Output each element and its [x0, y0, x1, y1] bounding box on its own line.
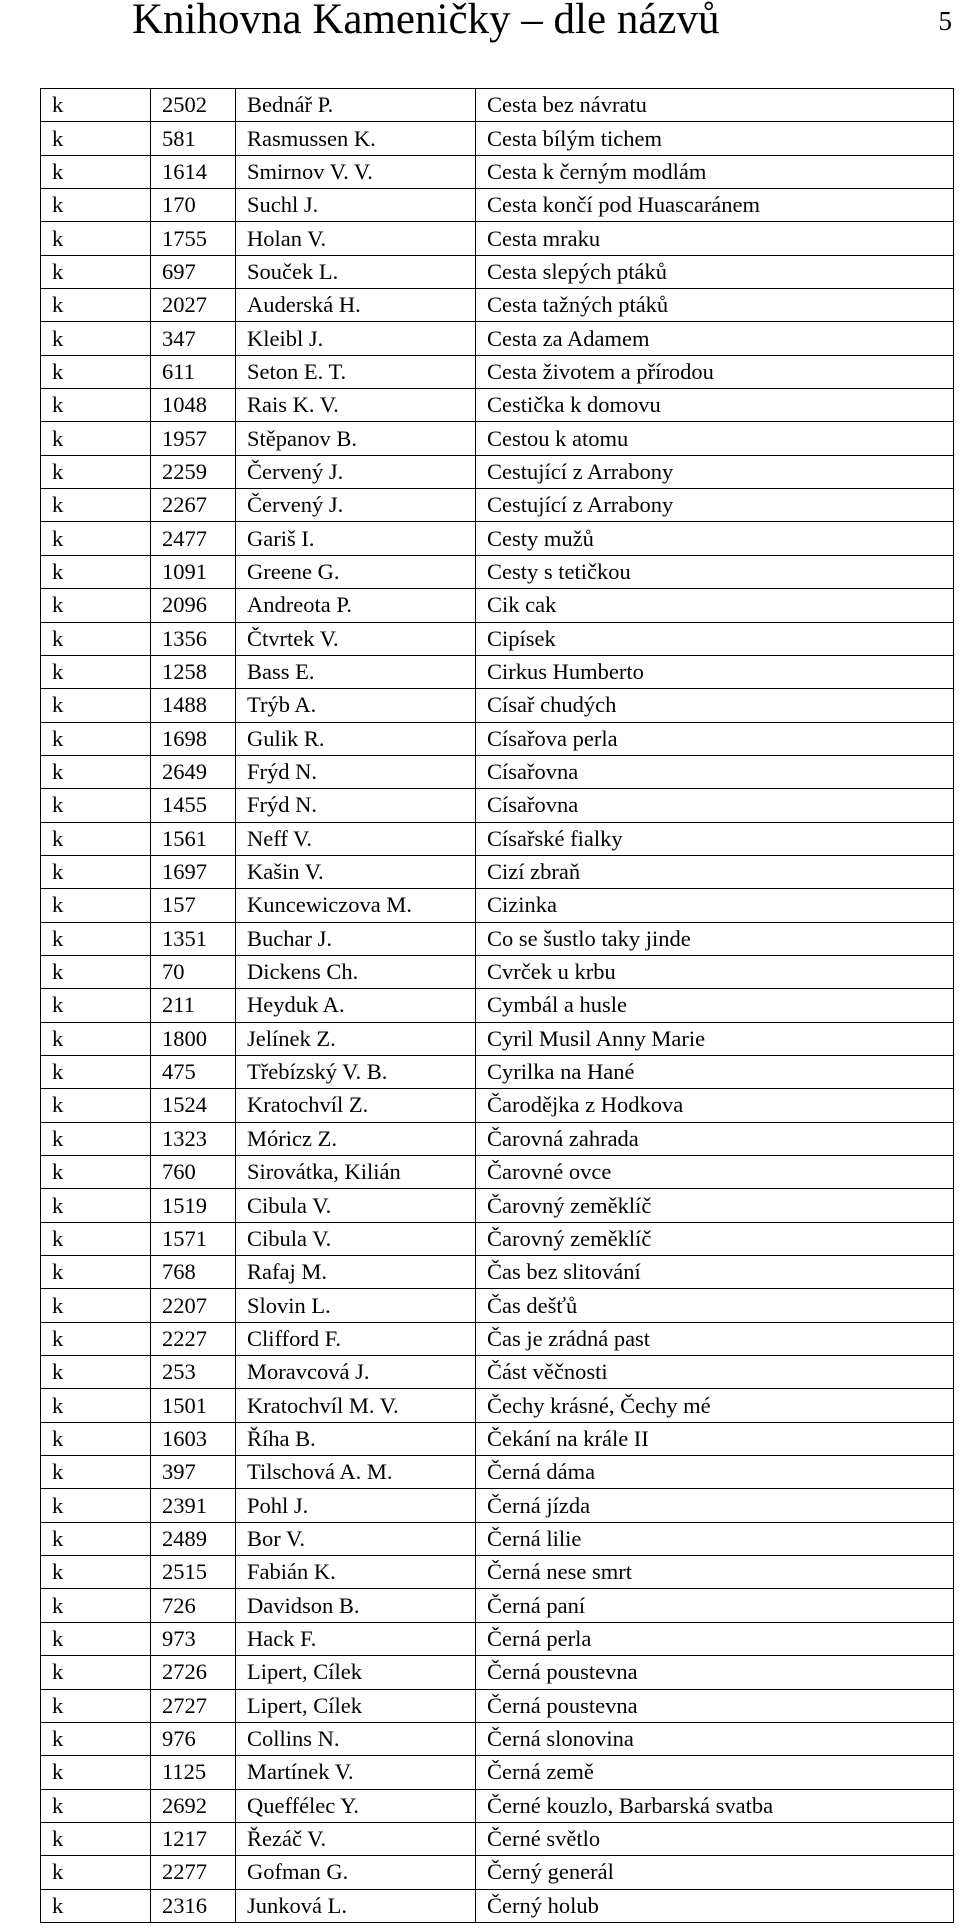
author-cell: Kratochvíl Z. [236, 1089, 476, 1122]
author-cell: Tilschová A. M. [236, 1456, 476, 1489]
table-row [41, 1289, 954, 1322]
author-cell: Smirnov V. V. [236, 155, 476, 188]
title-cell: Černé světlo [476, 1822, 954, 1855]
type-cell: k [41, 522, 151, 555]
type-cell: k [41, 89, 151, 122]
inventory-number-cell: 1755 [151, 222, 236, 255]
type-cell: k [41, 1356, 151, 1389]
inventory-number-cell: 253 [151, 1356, 236, 1389]
title-cell: Co se šustlo taky jinde [476, 922, 954, 955]
author-cell: Cibula V. [236, 1222, 476, 1255]
title-cell: Cik cak [476, 589, 954, 622]
book-table-body [41, 89, 954, 1923]
author-cell: Neff V. [236, 822, 476, 855]
inventory-number-cell: 1048 [151, 389, 236, 422]
table-row [41, 1456, 954, 1489]
title-cell: Černá lilie [476, 1522, 954, 1555]
table-row [41, 722, 954, 755]
type-cell: k [41, 322, 151, 355]
title-cell: Černý generál [476, 1856, 954, 1889]
inventory-number-cell: 581 [151, 122, 236, 155]
table-row [41, 1756, 954, 1789]
table-row [41, 455, 954, 488]
title-cell: Čarovný zeměklíč [476, 1222, 954, 1255]
inventory-number-cell: 2489 [151, 1522, 236, 1555]
table-row [41, 489, 954, 522]
inventory-number-cell: 1323 [151, 1122, 236, 1155]
table-row [41, 1622, 954, 1655]
table-row [41, 989, 954, 1022]
inventory-number-cell: 768 [151, 1256, 236, 1289]
title-cell: Černá jízda [476, 1489, 954, 1522]
type-cell: k [41, 622, 151, 655]
table-row [41, 1055, 954, 1088]
table-row [41, 555, 954, 588]
type-cell: k [41, 1589, 151, 1622]
title-cell: Černé kouzlo, Barbarská svatba [476, 1789, 954, 1822]
inventory-number-cell: 1957 [151, 422, 236, 455]
type-cell: k [41, 1522, 151, 1555]
type-cell: k [41, 1622, 151, 1655]
table-row [41, 155, 954, 188]
inventory-number-cell: 1524 [151, 1089, 236, 1122]
type-cell: k [41, 689, 151, 722]
author-cell: Greene G. [236, 555, 476, 588]
table-row [41, 1389, 954, 1422]
inventory-number-cell: 726 [151, 1589, 236, 1622]
author-cell: Bednář P. [236, 89, 476, 122]
type-cell: k [41, 922, 151, 955]
book-table [40, 88, 954, 1923]
inventory-number-cell: 2515 [151, 1556, 236, 1589]
title-cell: Černá slonovina [476, 1722, 954, 1755]
table-row [41, 1122, 954, 1155]
type-cell: k [41, 355, 151, 388]
author-cell: Rasmussen K. [236, 122, 476, 155]
inventory-number-cell: 2502 [151, 89, 236, 122]
author-cell: Seton E. T. [236, 355, 476, 388]
author-cell: Hack F. [236, 1622, 476, 1655]
title-cell: Císař chudých [476, 689, 954, 722]
table-row [41, 1589, 954, 1622]
type-cell: k [41, 1889, 151, 1922]
title-cell: Černá nese smrt [476, 1556, 954, 1589]
inventory-number-cell: 1258 [151, 655, 236, 688]
inventory-number-cell: 2259 [151, 455, 236, 488]
table-row [41, 1089, 954, 1122]
type-cell: k [41, 1389, 151, 1422]
inventory-number-cell: 760 [151, 1156, 236, 1189]
page-header [0, 0, 960, 60]
table-row [41, 1422, 954, 1455]
title-cell: Černá poustevna [476, 1689, 954, 1722]
type-cell: k [41, 422, 151, 455]
author-cell: Queffélec Y. [236, 1789, 476, 1822]
type-cell: k [41, 1756, 151, 1789]
author-cell: Stěpanov B. [236, 422, 476, 455]
author-cell: Trýb A. [236, 689, 476, 722]
inventory-number-cell: 611 [151, 355, 236, 388]
title-cell: Cesta tažných ptáků [476, 289, 954, 322]
table-row [41, 389, 954, 422]
page-number: 5 [938, 6, 952, 36]
inventory-number-cell: 1351 [151, 922, 236, 955]
type-cell: k [41, 122, 151, 155]
title-cell: Černý holub [476, 1889, 954, 1922]
title-cell: Cestující z Arrabony [476, 455, 954, 488]
type-cell: k [41, 855, 151, 888]
table-row [41, 655, 954, 688]
inventory-number-cell: 2391 [151, 1489, 236, 1522]
type-cell: k [41, 189, 151, 222]
inventory-number-cell: 1697 [151, 855, 236, 888]
inventory-number-cell: 170 [151, 189, 236, 222]
author-cell: Souček L. [236, 255, 476, 288]
title-cell: Čas je zrádná past [476, 1322, 954, 1355]
author-cell: Heyduk A. [236, 989, 476, 1022]
author-cell: Fabián K. [236, 1556, 476, 1589]
title-cell: Cesta mraku [476, 222, 954, 255]
inventory-number-cell: 1614 [151, 155, 236, 188]
title-cell: Cymbál a husle [476, 989, 954, 1022]
table-row [41, 322, 954, 355]
title-cell: Cesta bílým tichem [476, 122, 954, 155]
table-row [41, 1189, 954, 1222]
table-row [41, 922, 954, 955]
author-cell: Frýd N. [236, 755, 476, 788]
type-cell: k [41, 1822, 151, 1855]
inventory-number-cell: 1125 [151, 1756, 236, 1789]
table-row [41, 755, 954, 788]
inventory-number-cell: 2277 [151, 1856, 236, 1889]
title-cell: Cipísek [476, 622, 954, 655]
table-row [41, 1489, 954, 1522]
inventory-number-cell: 2727 [151, 1689, 236, 1722]
inventory-number-cell: 1571 [151, 1222, 236, 1255]
title-cell: Císařovna [476, 789, 954, 822]
type-cell: k [41, 222, 151, 255]
inventory-number-cell: 2316 [151, 1889, 236, 1922]
inventory-number-cell: 2477 [151, 522, 236, 555]
inventory-number-cell: 1091 [151, 555, 236, 588]
author-cell: Kuncewiczova M. [236, 889, 476, 922]
author-cell: Kašin V. [236, 855, 476, 888]
table-row [41, 1322, 954, 1355]
inventory-number-cell: 1356 [151, 622, 236, 655]
type-cell: k [41, 289, 151, 322]
table-row [41, 255, 954, 288]
type-cell: k [41, 1556, 151, 1589]
table-row [41, 1156, 954, 1189]
type-cell: k [41, 722, 151, 755]
type-cell: k [41, 889, 151, 922]
author-cell: Suchl J. [236, 189, 476, 222]
table-row [41, 1722, 954, 1755]
author-cell: Slovin L. [236, 1289, 476, 1322]
author-cell: Čtvrtek V. [236, 622, 476, 655]
type-cell: k [41, 1289, 151, 1322]
type-cell: k [41, 1055, 151, 1088]
inventory-number-cell: 347 [151, 322, 236, 355]
author-cell: Lipert, Cílek [236, 1689, 476, 1722]
title-cell: Černá země [476, 1756, 954, 1789]
author-cell: Lipert, Cílek [236, 1656, 476, 1689]
author-cell: Auderská H. [236, 289, 476, 322]
type-cell: k [41, 389, 151, 422]
type-cell: k [41, 1856, 151, 1889]
title-cell: Cesta životem a přírodou [476, 355, 954, 388]
inventory-number-cell: 1217 [151, 1822, 236, 1855]
inventory-number-cell: 2726 [151, 1656, 236, 1689]
title-cell: Cyril Musil Anny Marie [476, 1022, 954, 1055]
title-cell: Cizinka [476, 889, 954, 922]
type-cell: k [41, 555, 151, 588]
inventory-number-cell: 2692 [151, 1789, 236, 1822]
title-cell: Cesty s tetičkou [476, 555, 954, 588]
type-cell: k [41, 1656, 151, 1689]
title-cell: Císařské fialky [476, 822, 954, 855]
inventory-number-cell: 2649 [151, 755, 236, 788]
inventory-number-cell: 1698 [151, 722, 236, 755]
title-cell: Cvrček u krbu [476, 955, 954, 988]
table-row [41, 422, 954, 455]
table-row [41, 189, 954, 222]
type-cell: k [41, 1022, 151, 1055]
title-cell: Cizí zbraň [476, 855, 954, 888]
inventory-number-cell: 973 [151, 1622, 236, 1655]
inventory-number-cell: 2096 [151, 589, 236, 622]
inventory-number-cell: 2227 [151, 1322, 236, 1355]
inventory-number-cell: 2027 [151, 289, 236, 322]
type-cell: k [41, 1122, 151, 1155]
type-cell: k [41, 1722, 151, 1755]
table-row [41, 1889, 954, 1922]
inventory-number-cell: 976 [151, 1722, 236, 1755]
title-cell: Čas dešťů [476, 1289, 954, 1322]
table-row [41, 1022, 954, 1055]
type-cell: k [41, 655, 151, 688]
table-row [41, 889, 954, 922]
table-row [41, 1789, 954, 1822]
type-cell: k [41, 589, 151, 622]
type-cell: k [41, 1222, 151, 1255]
type-cell: k [41, 1156, 151, 1189]
title-cell: Čarovný zeměklíč [476, 1189, 954, 1222]
table-row [41, 1822, 954, 1855]
author-cell: Buchar J. [236, 922, 476, 955]
type-cell: k [41, 1089, 151, 1122]
inventory-number-cell: 70 [151, 955, 236, 988]
type-cell: k [41, 1189, 151, 1222]
table-row [41, 1222, 954, 1255]
table-row [41, 355, 954, 388]
author-cell: Pohl J. [236, 1489, 476, 1522]
type-cell: k [41, 955, 151, 988]
title-cell: Cesta za Adamem [476, 322, 954, 355]
author-cell: Rais K. V. [236, 389, 476, 422]
page-title: Knihovna Kameničky – dle názvů [132, 0, 720, 43]
type-cell: k [41, 1322, 151, 1355]
author-cell: Řezáč V. [236, 1822, 476, 1855]
author-cell: Junková L. [236, 1889, 476, 1922]
type-cell: k [41, 755, 151, 788]
title-cell: Císařova perla [476, 722, 954, 755]
type-cell: k [41, 989, 151, 1022]
author-cell: Třebízský V. B. [236, 1055, 476, 1088]
author-cell: Sirovátka, Kilián [236, 1156, 476, 1189]
title-cell: Cesta končí pod Huascaránem [476, 189, 954, 222]
inventory-number-cell: 1519 [151, 1189, 236, 1222]
table-row [41, 522, 954, 555]
title-cell: Cyrilka na Hané [476, 1055, 954, 1088]
table-row [41, 1556, 954, 1589]
table-row [41, 1356, 954, 1389]
title-cell: Cestující z Arrabony [476, 489, 954, 522]
author-cell: Frýd N. [236, 789, 476, 822]
author-cell: Clifford F. [236, 1322, 476, 1355]
title-cell: Cesta k černým modlám [476, 155, 954, 188]
title-cell: Cestička k domovu [476, 389, 954, 422]
author-cell: Davidson B. [236, 1589, 476, 1622]
table-row [41, 1256, 954, 1289]
table-row [41, 222, 954, 255]
type-cell: k [41, 455, 151, 488]
author-cell: Móricz Z. [236, 1122, 476, 1155]
author-cell: Kleibl J. [236, 322, 476, 355]
inventory-number-cell: 1561 [151, 822, 236, 855]
type-cell: k [41, 789, 151, 822]
title-cell: Čarodějka z Hodkova [476, 1089, 954, 1122]
inventory-number-cell: 1603 [151, 1422, 236, 1455]
author-cell: Gariš I. [236, 522, 476, 555]
type-cell: k [41, 1422, 151, 1455]
author-cell: Červený J. [236, 455, 476, 488]
inventory-number-cell: 475 [151, 1055, 236, 1088]
type-cell: k [41, 1256, 151, 1289]
table-row [41, 289, 954, 322]
type-cell: k [41, 1489, 151, 1522]
type-cell: k [41, 1789, 151, 1822]
inventory-number-cell: 697 [151, 255, 236, 288]
author-cell: Bor V. [236, 1522, 476, 1555]
title-cell: Cesta bez návratu [476, 89, 954, 122]
table-row [41, 622, 954, 655]
title-cell: Cestou k atomu [476, 422, 954, 455]
table-row [41, 1689, 954, 1722]
table-row [41, 689, 954, 722]
title-cell: Čarovné ovce [476, 1156, 954, 1189]
type-cell: k [41, 255, 151, 288]
author-cell: Jelínek Z. [236, 1022, 476, 1055]
author-cell: Martínek V. [236, 1756, 476, 1789]
table-row [41, 89, 954, 122]
author-cell: Gulik R. [236, 722, 476, 755]
title-cell: Černá poustevna [476, 1656, 954, 1689]
inventory-number-cell: 1455 [151, 789, 236, 822]
author-cell: Collins N. [236, 1722, 476, 1755]
table-row [41, 1656, 954, 1689]
table-row [41, 589, 954, 622]
inventory-number-cell: 397 [151, 1456, 236, 1489]
inventory-number-cell: 2267 [151, 489, 236, 522]
title-cell: Cirkus Humberto [476, 655, 954, 688]
inventory-number-cell: 2207 [151, 1289, 236, 1322]
author-cell: Gofman G. [236, 1856, 476, 1889]
title-cell: Cesta slepých ptáků [476, 255, 954, 288]
title-cell: Císařovna [476, 755, 954, 788]
type-cell: k [41, 1689, 151, 1722]
table-row [41, 1522, 954, 1555]
inventory-number-cell: 157 [151, 889, 236, 922]
title-cell: Čekání na krále II [476, 1422, 954, 1455]
type-cell: k [41, 155, 151, 188]
table-row [41, 122, 954, 155]
type-cell: k [41, 489, 151, 522]
title-cell: Čechy krásné, Čechy mé [476, 1389, 954, 1422]
title-cell: Čarovná zahrada [476, 1122, 954, 1155]
author-cell: Rafaj M. [236, 1256, 476, 1289]
author-cell: Kratochvíl M. V. [236, 1389, 476, 1422]
author-cell: Cibula V. [236, 1189, 476, 1222]
author-cell: Dickens Ch. [236, 955, 476, 988]
author-cell: Holan V. [236, 222, 476, 255]
table-row [41, 855, 954, 888]
inventory-number-cell: 1800 [151, 1022, 236, 1055]
title-cell: Černá dáma [476, 1456, 954, 1489]
type-cell: k [41, 822, 151, 855]
title-cell: Černá paní [476, 1589, 954, 1622]
author-cell: Červený J. [236, 489, 476, 522]
author-cell: Moravcová J. [236, 1356, 476, 1389]
author-cell: Andreota P. [236, 589, 476, 622]
table-row [41, 1856, 954, 1889]
inventory-number-cell: 211 [151, 989, 236, 1022]
table-row [41, 955, 954, 988]
inventory-number-cell: 1488 [151, 689, 236, 722]
type-cell: k [41, 1456, 151, 1489]
author-cell: Říha B. [236, 1422, 476, 1455]
table-row [41, 789, 954, 822]
title-cell: Černá perla [476, 1622, 954, 1655]
table-row [41, 822, 954, 855]
title-cell: Čas bez slitování [476, 1256, 954, 1289]
title-cell: Cesty mužů [476, 522, 954, 555]
title-cell: Část věčnosti [476, 1356, 954, 1389]
author-cell: Bass E. [236, 655, 476, 688]
inventory-number-cell: 1501 [151, 1389, 236, 1422]
